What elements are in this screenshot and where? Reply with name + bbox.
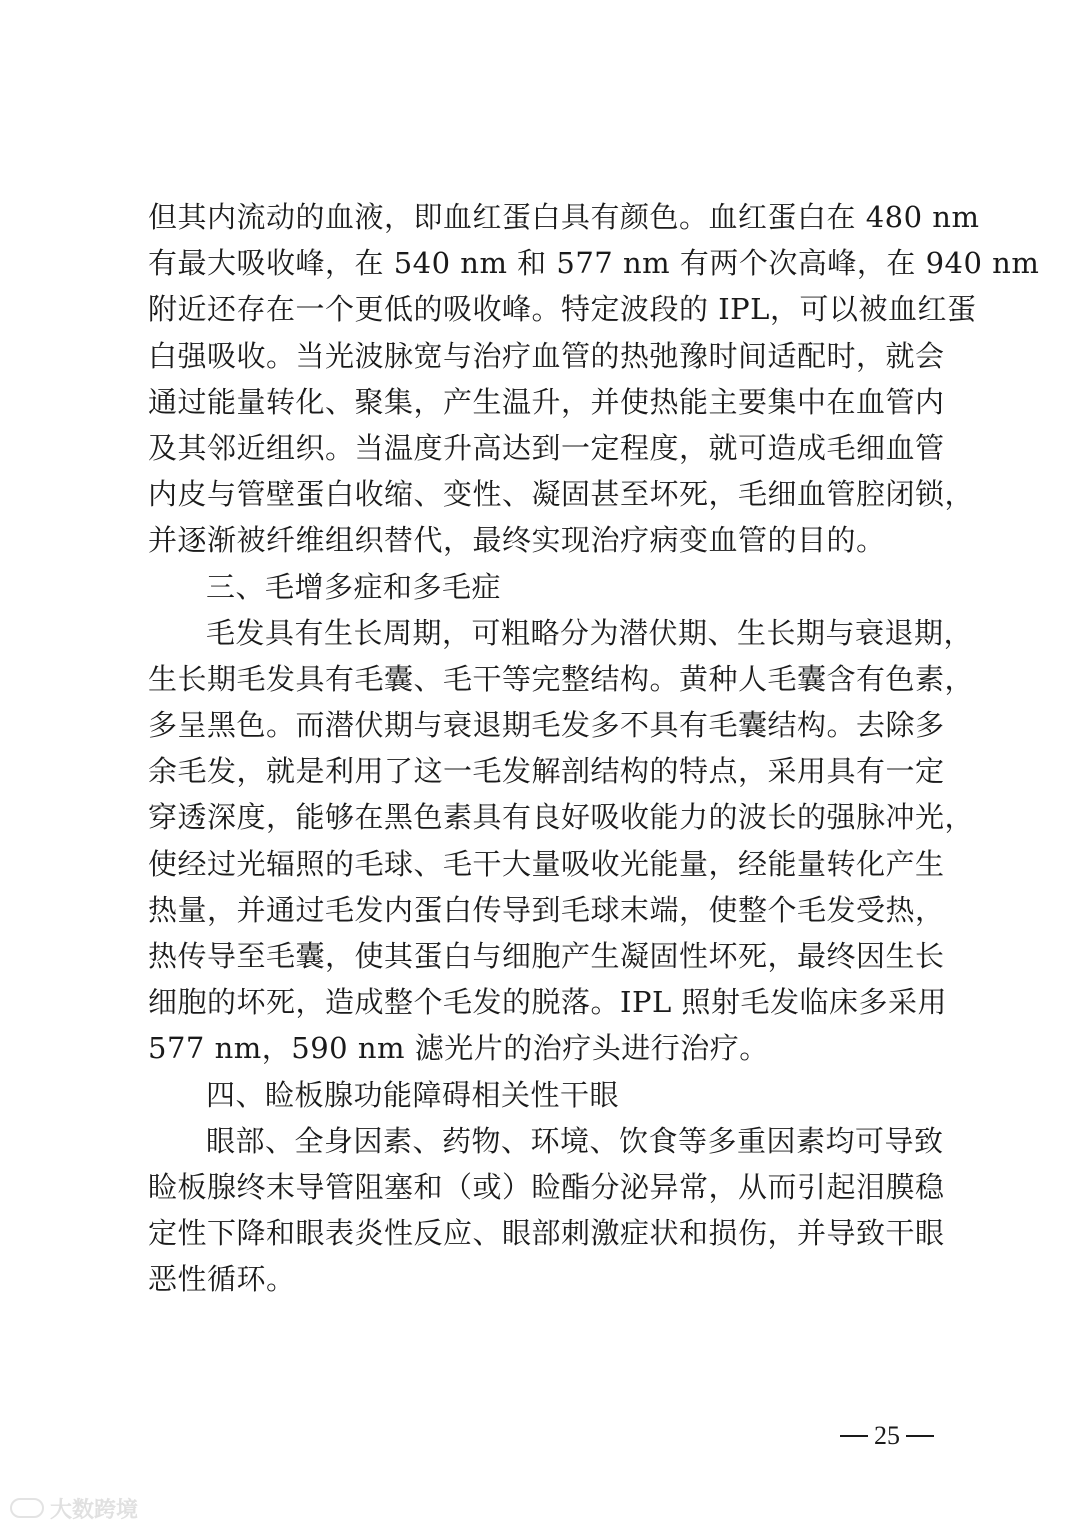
text-line: 毛发具有生长周期，可粗略分为潜伏期、生长期与衰退期， — [206, 615, 974, 650]
text-line: 热量，并通过毛发内蛋白传导到毛球末端，使整个毛发受热， — [148, 892, 945, 927]
text-line: 内皮与管壁蛋白收缩、变性、凝固甚至坏死，毛细血管腔闭锁， — [148, 477, 975, 512]
text-line: 余毛发，就是利用了这一毛发解剖结构的特点，采用具有一定 — [148, 754, 945, 789]
text-line: 有最大吸收峰，在 540 nm 和 577 nm 有两个次高峰，在 940 nm — [148, 246, 1040, 281]
text-line: 睑板腺终末导管阻塞和（或）睑酯分泌异常，从而引起泪膜稳 — [148, 1169, 945, 1204]
text-line: 附近还存在一个更低的吸收峰。特定波段的 IPL，可以被血红蛋 — [148, 292, 977, 327]
text-line: 使经过光辐照的毛球、毛干大量吸收光能量，经能量转化产生 — [148, 846, 945, 881]
text-line: 穿透深度，能够在黑色素具有良好吸收能力的波长的强脉冲光， — [148, 800, 975, 835]
watermark — [10, 1494, 138, 1522]
text-line: 细胞的坏死，造成整个毛发的脱落。IPL 照射毛发临床多采用 — [148, 985, 947, 1020]
page-number-value: 25 — [874, 1421, 900, 1450]
text-line: 通过能量转化、聚集，产生温升，并使热能主要集中在血管内 — [148, 384, 945, 419]
section-heading-dry-eye: 四、睑板腺功能障碍相关性干眼 — [206, 1077, 620, 1112]
section-heading-hirsutism: 三、毛增多症和多毛症 — [206, 569, 502, 604]
text-line: 恶性循环。 — [148, 1262, 296, 1297]
text-line: 但其内流动的血液，即血红蛋白具有颜色。血红蛋白在 480 nm — [148, 200, 980, 234]
paragraph-hemoglobin — [148, 194, 1040, 1303]
text-line: 热传导至毛囊，使其蛋白与细胞产生凝固性坏死，最终因生长 — [148, 939, 945, 973]
text-line: 及其邻近组织。当温度升高达到一定程度，就可造成毛细血管 — [148, 430, 945, 465]
text-line: 眼部、全身因素、药物、环境、饮食等多重因素均可导致 — [206, 1123, 944, 1158]
text-line: 白强吸收。当光波脉宽与治疗血管的热弛豫时间适配时，就会 — [148, 338, 945, 373]
text-line: 577 nm，590 nm 滤光片的治疗头进行治疗。 — [148, 1031, 769, 1066]
text-line: 生长期毛发具有毛囊、毛干等完整结构。黄种人毛囊含有色素， — [148, 661, 975, 696]
watermark-text: 大数跨境 — [50, 1497, 139, 1523]
dash-left — [840, 1435, 868, 1437]
text-line: 并逐渐被纤维组织替代，最终实现治疗病变血管的目的。 — [148, 523, 886, 558]
page-number — [840, 1418, 934, 1454]
text-line: 多呈黑色。而潜伏期与衰退期毛发多不具有毛囊结构。去除多 — [148, 708, 945, 743]
dash-right — [906, 1435, 934, 1437]
watermark-logo-icon — [10, 1498, 44, 1518]
text-line: 定性下降和眼表炎性反应、眼部刺激症状和损伤，并导致干眼 — [148, 1216, 945, 1251]
